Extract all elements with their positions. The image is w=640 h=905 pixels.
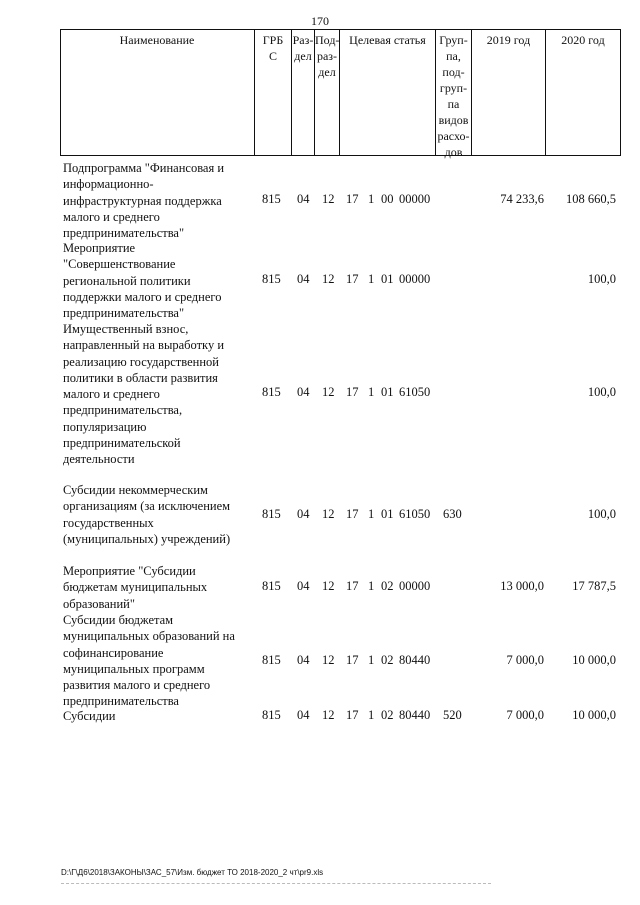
cell-podrazdel: 12 [322, 579, 335, 593]
col-header-2020: 2020 год [561, 33, 605, 47]
row-name-line: малого и среднего [63, 209, 160, 224]
cell-target-event: 01 [381, 507, 394, 521]
row-name-line: деятельности [63, 452, 135, 467]
row-name-line: Мероприятие "Субсидии [63, 564, 196, 578]
cell-2020: 100,0 [587, 385, 616, 399]
cell-target-program: 17 [346, 385, 359, 399]
cell-razdel: 04 [297, 272, 310, 286]
cell-podrazdel: 12 [322, 385, 335, 399]
row-name-line: предпринимательства [63, 694, 179, 709]
cell-grbs: 815 [262, 192, 281, 206]
cell-podrazdel: 12 [322, 192, 335, 206]
col-header-razdel [292, 32, 314, 159]
cell-grbs: 815 [262, 708, 281, 722]
cell-razdel: 04 [297, 708, 310, 722]
row-name-line: Подпрограмма "Финансовая и [63, 161, 225, 175]
cell-razdel: 04 [297, 192, 310, 206]
cell-group: 630 [443, 507, 462, 521]
cell-grbs: 815 [262, 579, 281, 593]
cell-target-subprogram: 1 [368, 653, 375, 667]
cell-target-subprogram: 1 [368, 192, 375, 206]
row-name-line: Мероприятие [63, 241, 136, 255]
cell-podrazdel: 12 [322, 272, 335, 286]
cell-target-code: 00000 [399, 192, 431, 206]
row-name [63, 708, 253, 724]
cell-podrazdel: 12 [322, 653, 335, 667]
cell-2020: 100,0 [587, 272, 616, 286]
cell-target-event: 00 [381, 192, 394, 206]
col-header-grbs [255, 32, 291, 159]
col-header-group-line: па, [446, 49, 461, 63]
cell-grbs: 815 [262, 653, 281, 667]
col-header-group-line: Груп- [439, 33, 468, 47]
col-header-target: Целевая статья [349, 33, 426, 47]
cell-2019: 13 000,0 [500, 579, 544, 593]
cell-target-subprogram: 1 [368, 579, 375, 593]
cell-target-event: 02 [381, 708, 394, 722]
cell-razdel: 04 [297, 653, 310, 667]
row-name-line: поддержки малого и среднего [63, 289, 222, 304]
cell-target-subprogram: 1 [368, 708, 375, 722]
cell-target-event: 02 [381, 653, 394, 667]
cell-target-code: 80440 [399, 708, 431, 722]
col-header-group-line: под- [442, 65, 465, 79]
cell-target-program: 17 [346, 708, 359, 722]
cell-2019: 7 000,0 [506, 653, 544, 667]
cell-target-event: 01 [381, 272, 394, 286]
row-name-line: популяризацию [63, 419, 147, 434]
cell-target-program: 17 [346, 192, 359, 206]
cell-target-program: 17 [346, 272, 359, 286]
cell-target-event: 02 [381, 579, 394, 593]
col-header-group-line: па [447, 97, 460, 111]
file-path-footer: D:\Г\Д6\2018\ЗАКОНЫ\ЗАС_57\Изм. бюджет ТО 2018-2020_2 чт\pr9.xls [61, 868, 324, 877]
cell-target-subprogram: 1 [368, 385, 375, 399]
cell-group: 520 [443, 708, 462, 722]
row-name-line: Субсидии бюджетам [63, 613, 174, 627]
row-name-line: образований" [63, 596, 135, 611]
cell-2020: 10 000,0 [572, 708, 616, 722]
row-name-line: бюджетам муниципальных [63, 580, 208, 595]
page-number: 170 [311, 14, 329, 28]
header-top-border [60, 29, 621, 30]
row-name-line: региональной политики [63, 273, 191, 288]
col-header-group-line: видов [438, 113, 469, 127]
row-name [63, 160, 253, 241]
row-name [63, 482, 253, 547]
cell-razdel: 04 [297, 579, 310, 593]
row-name-line: (муниципальных) учреждений) [63, 531, 231, 546]
cell-razdel: 04 [297, 385, 310, 399]
cell-2020: 100,0 [587, 507, 616, 521]
row-name-line: развития малого и среднего [63, 678, 211, 693]
row-name-line: предпринимательства" [63, 306, 185, 321]
cell-target-subprogram: 1 [368, 272, 375, 286]
col-header-group [436, 32, 471, 159]
col-header-name: Наименование [119, 33, 195, 47]
cell-target-code: 00000 [399, 272, 431, 286]
cell-podrazdel: 12 [322, 507, 335, 521]
col-header-grbs-line: С [268, 49, 277, 63]
row-name-line: организациям (за исключением [63, 499, 231, 514]
cell-target-event: 01 [381, 385, 394, 399]
cell-grbs: 815 [262, 507, 281, 521]
row-name-line: муниципальных программ [63, 661, 205, 676]
row-name-line: Субсидии [63, 709, 116, 723]
col-header-podrazdel-line: раз- [316, 49, 338, 63]
cell-podrazdel: 12 [322, 708, 335, 722]
cell-target-code: 61050 [399, 507, 431, 521]
cell-2019: 74 233,6 [500, 192, 544, 206]
cell-target-code: 61050 [399, 385, 431, 399]
row-name-line: Имущественный взнос, [63, 322, 189, 336]
row-name-line: государственных [63, 515, 154, 530]
col-header-2019: 2019 год [486, 33, 531, 47]
col-header-podrazdel-line: Под- [315, 33, 340, 47]
cell-2020: 108 660,5 [566, 192, 616, 206]
cell-target-program: 17 [346, 579, 359, 593]
row-name [63, 321, 253, 468]
cell-target-code: 80440 [399, 653, 431, 667]
row-name-line: предпринимательства, [63, 403, 183, 418]
row-name-line: инфраструктурная поддержка [63, 193, 222, 208]
row-name-line: реализацию государственной [63, 354, 219, 369]
col-header-group-line: груп- [439, 81, 468, 95]
cell-2019: 7 000,0 [506, 708, 544, 722]
row-name-line: муниципальных образований на [63, 629, 235, 644]
row-name-line: "Совершенствование [63, 257, 176, 272]
row-name-line: предпринимательской [63, 436, 181, 451]
col-header-podrazdel-line: дел [318, 65, 336, 79]
col-header-group-line: расхо- [437, 129, 470, 143]
row-name [63, 563, 253, 612]
row-name [63, 240, 253, 321]
cell-target-subprogram: 1 [368, 507, 375, 521]
row-name-line: политики в области развития [63, 370, 218, 385]
table-header [60, 29, 621, 159]
col-header-razdel-line: Раз- [292, 33, 314, 47]
row-name-line: софинансирование [63, 645, 164, 660]
row-name-line: предпринимательства" [63, 226, 185, 241]
row-name-line: информационно- [63, 177, 154, 192]
cell-2020: 10 000,0 [572, 653, 616, 667]
col-header-group-line: дов [444, 145, 463, 159]
header-border [620, 29, 621, 156]
row-name-line: Субсидии некоммерческим [63, 483, 208, 497]
cell-target-program: 17 [346, 507, 359, 521]
col-header-podrazdel [315, 32, 339, 159]
row-name-line: малого и среднего [63, 387, 160, 402]
footer-divider [61, 883, 491, 885]
cell-grbs: 815 [262, 385, 281, 399]
col-header-razdel-line: дел [294, 49, 312, 63]
col-header-grbs-line: ГРБ [262, 33, 284, 47]
row-name-line: направленный на выработку и [63, 338, 225, 353]
cell-target-code: 00000 [399, 579, 431, 593]
cell-2020: 17 787,5 [572, 579, 616, 593]
row-name [63, 612, 253, 710]
cell-target-program: 17 [346, 653, 359, 667]
cell-razdel: 04 [297, 507, 310, 521]
cell-grbs: 815 [262, 272, 281, 286]
